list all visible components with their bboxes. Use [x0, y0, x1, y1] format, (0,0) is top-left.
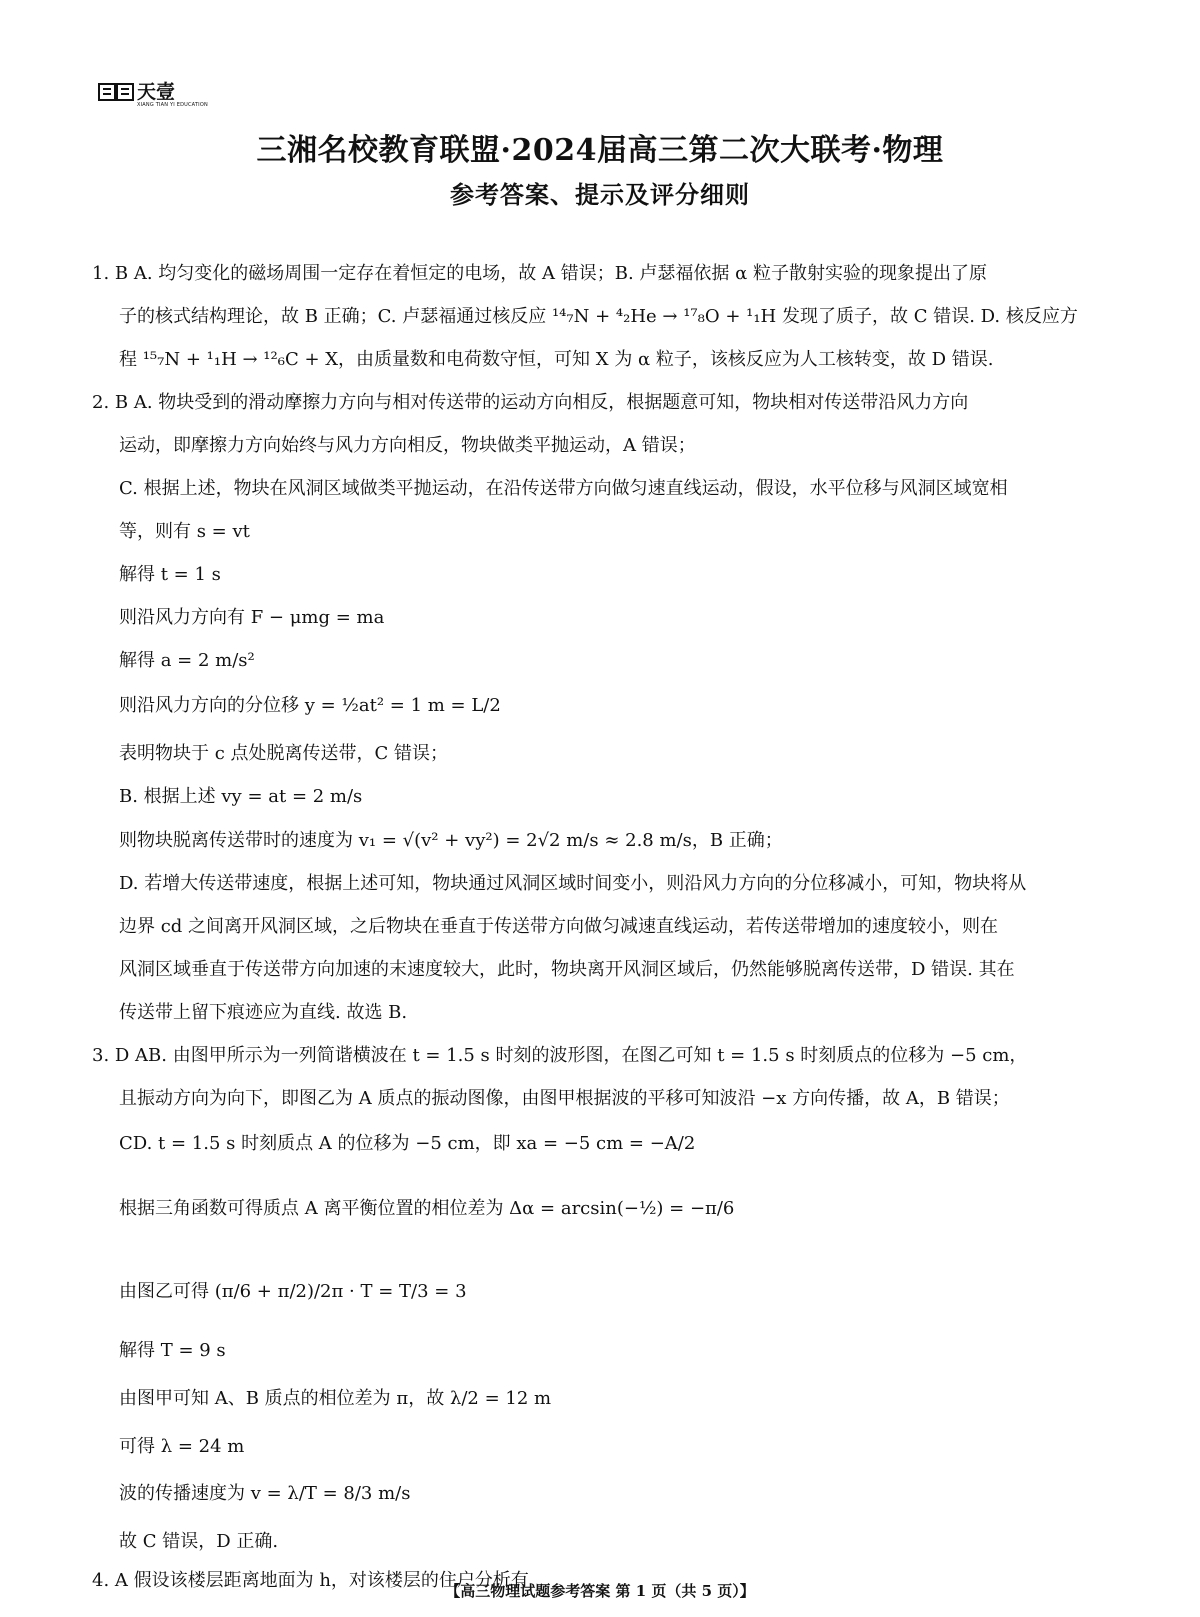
book-logo-icon	[97, 80, 135, 104]
answer-line: CD. t = 1.5 s 时刻质点 A 的位移为 −5 cm，即 xa = −5 cm = −A/2	[119, 1133, 696, 1154]
publisher-logo	[97, 80, 208, 108]
answer-line: 3. D AB. 由图甲所示为一列简谐横波在 t = 1.5 s 时刻的波形图，在图乙可知 t = 1.5 s 时刻质点的位移为 −5 cm，	[92, 1045, 1028, 1066]
answer-line: 故 C 错误，D 正确.	[119, 1531, 279, 1552]
answer-line: 等，则有 s = vt	[119, 521, 250, 542]
answer-line: C. 根据上述，物块在风洞区域做类平抛运动，在沿传送带方向做匀速直线运动，假设，水平位移与风洞区域宽相	[119, 478, 1008, 499]
logo-text: 天壹	[137, 80, 176, 103]
answer-line: 可得 λ = 24 m	[119, 1436, 245, 1457]
page-footer: 【高三物理试题参考答案 第 1 页（共 5 页）】	[445, 1582, 755, 1600]
answer-line: 1. B A. 均匀变化的磁场周围一定存在着恒定的电场，故 A 错误；B. 卢瑟福依据 α 粒子散射实验的现象提出了原	[92, 263, 987, 284]
answer-line: 2. B A. 物块受到的滑动摩擦力方向与相对传送带的运动方向相反，根据题意可知，物块相对传送带沿风力方向	[92, 392, 969, 413]
answer-line: 解得 a = 2 m/s²	[119, 650, 255, 671]
answer-line: B. 根据上述 vy = at = 2 m/s	[119, 786, 363, 807]
answer-line: 根据三角函数可得质点 A 离平衡位置的相位差为 Δα = arcsin(−½) = −π/6	[119, 1198, 735, 1219]
answer-line: 子的核式结构理论，故 B 正确；C. 卢瑟福通过核反应 ¹⁴₇N + ⁴₂He → ¹⁷₈O + ¹₁H 发现了质子，故 C 错误. D. 核反应方	[119, 306, 1078, 327]
answer-line: D. 若增大传送带速度，根据上述可知，物块通过风洞区域时间变小，则沿风力方向的分位移减小，可知，物块将从	[119, 873, 1027, 894]
logo-subtext: XIANG TIAN YI EDUCATION	[137, 102, 208, 108]
answer-line: 则物块脱离传送带时的速度为 v₁ = √(v² + vy²) = 2√2 m/s ≈ 2.8 m/s，B 正确；	[119, 830, 783, 851]
answer-line: 则沿风力方向有 F − μmg = ma	[119, 607, 385, 628]
answer-line: 风洞区域垂直于传送带方向加速的末速度较大，此时，物块离开风洞区域后，仍然能够脱离传送带，D 错误. 其在	[119, 959, 1015, 980]
answer-line: 程 ¹⁵₇N + ¹₁H → ¹²₆C + X，由质量数和电荷数守恒，可知 X 为 α 粒子，该核反应为人工核转变，故 D 错误.	[119, 349, 994, 370]
answer-line: 传送带上留下痕迹应为直线. 故选 B.	[119, 1002, 408, 1023]
answer-line: 由图甲可知 A、B 质点的相位差为 π，故 λ/2 = 12 m	[119, 1388, 552, 1409]
document-subtitle: 参考答案、提示及评分细则	[450, 180, 750, 209]
document-title: 三湘名校教育联盟·2024届高三第二次大联考·物理	[256, 133, 944, 168]
answer-line: 运动，即摩擦力方向始终与风力方向相反，物块做类平抛运动，A 错误；	[119, 435, 696, 456]
answer-line: 边界 cd 之间离开风洞区域，之后物块在垂直于传送带方向做匀减速直线运动，若传送带增加的速度较小，则在	[119, 916, 999, 937]
answer-line: 解得 T = 9 s	[119, 1340, 226, 1361]
answer-line: 由图乙可得 (π/6 + π/2)/2π · T = T/3 = 3	[119, 1281, 467, 1302]
answer-line: 且振动方向为向下，即图乙为 A 质点的振动图像，由图甲根据波的平移可知波沿 −x 方向传播，故 A，B 错误；	[119, 1088, 1010, 1109]
answer-line: 则沿风力方向的分位移 y = ½at² = 1 m = L/2	[119, 695, 501, 716]
answer-line: 4. A 假设该楼层距离地面为 h，对该楼层的住户分析有	[92, 1570, 529, 1591]
answer-line: 波的传播速度为 v = λ/T = 8/3 m/s	[119, 1483, 411, 1504]
answer-line: 表明物块于 c 点处脱离传送带，C 错误；	[119, 743, 449, 764]
answer-line: 解得 t = 1 s	[119, 564, 221, 585]
